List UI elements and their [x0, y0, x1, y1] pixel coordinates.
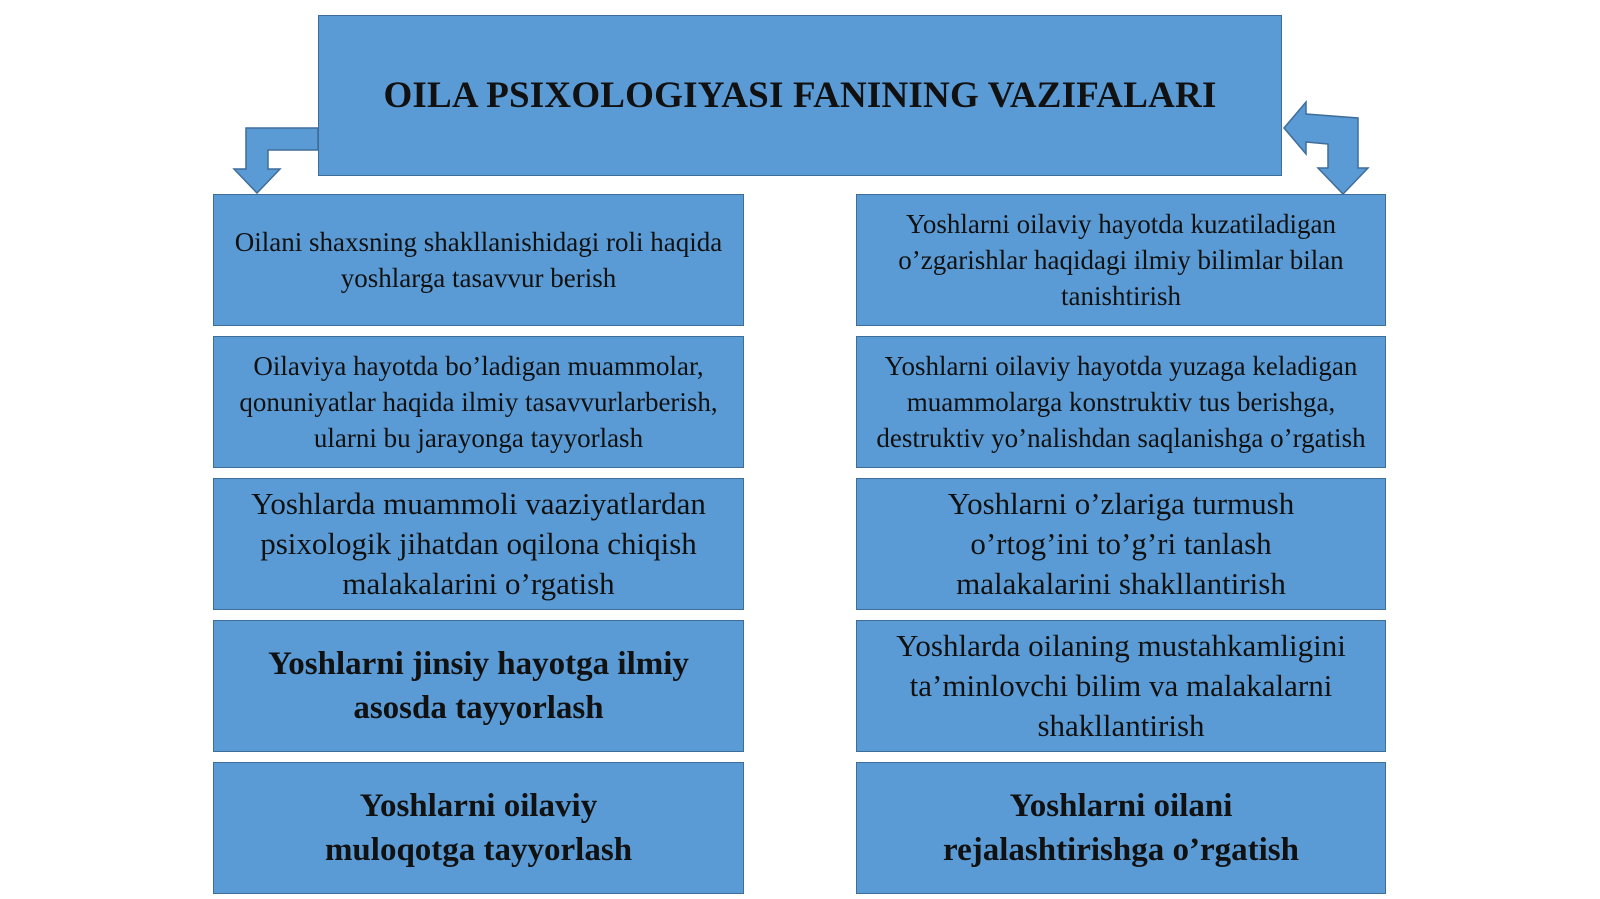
left-task-box-4 — [213, 620, 744, 752]
right-task-text-1: Yoshlarni oilaviy hayotda kuzatiladigan o’zgarishlar haqidagi ilmiy bilimlar bilan tanishtirish — [898, 209, 1344, 311]
left-task-text-5: Yoshlarni oilaviy muloqotga tayyorlash — [324, 788, 633, 868]
right-task-box-1 — [856, 194, 1386, 326]
diagram-title-box — [318, 15, 1282, 176]
right-task-box-2 — [856, 336, 1386, 468]
left-task-box-2 — [213, 336, 744, 468]
right-task-text-4: Yoshlarda oilaning mustahkamligini ta’minlovchi bilim va malakalarni shakllantirish — [896, 628, 1346, 743]
right-task-box-5 — [856, 762, 1386, 894]
diagram-title: OILA PSIXOLOGIYASI FANINING VAZIFALARI — [383, 75, 1217, 116]
left-task-text-2: Oilaviya hayotda bo’ladigan muammolar, qonuniyatlar haqida ilmiy tasavvurlarberish, ularni bu jarayonga tayyorlash — [239, 351, 718, 453]
right-task-box-4 — [856, 620, 1386, 752]
right-task-text-2: Yoshlarni oilaviy hayotda yuzaga keladigan muammolarga konstruktiv tus berishga, destruktiv yo’nalishdan saqlanishga o’rgatish — [876, 351, 1366, 453]
right-bent-arrow — [1284, 102, 1368, 194]
left-task-text-4: Yoshlarni jinsiy hayotga ilmiy asosda tayyorlash — [268, 646, 689, 726]
left-bent-arrow — [234, 128, 318, 193]
right-task-text-3: Yoshlarni o’zlariga turmush o’rtog’ini to’g’ri tanlash malakalarini shakllantirish — [947, 486, 1295, 601]
left-task-text-1: Oilani shaxsning shakllanishidagi roli haqida yoshlarga tasavvur berish — [234, 227, 723, 293]
left-task-box-5 — [213, 762, 744, 894]
right-task-text-5: Yoshlarni oilani rejalashtirishga o’rgatish — [943, 788, 1299, 868]
right-task-box-3 — [856, 478, 1386, 610]
left-task-text-3: Yoshlarda muammoli vaaziyatlardan psixologik jihatdan oqilona chiqish malakalarini o’rgatish — [251, 486, 706, 601]
left-task-box-1 — [213, 194, 744, 326]
left-task-box-3 — [213, 478, 744, 610]
